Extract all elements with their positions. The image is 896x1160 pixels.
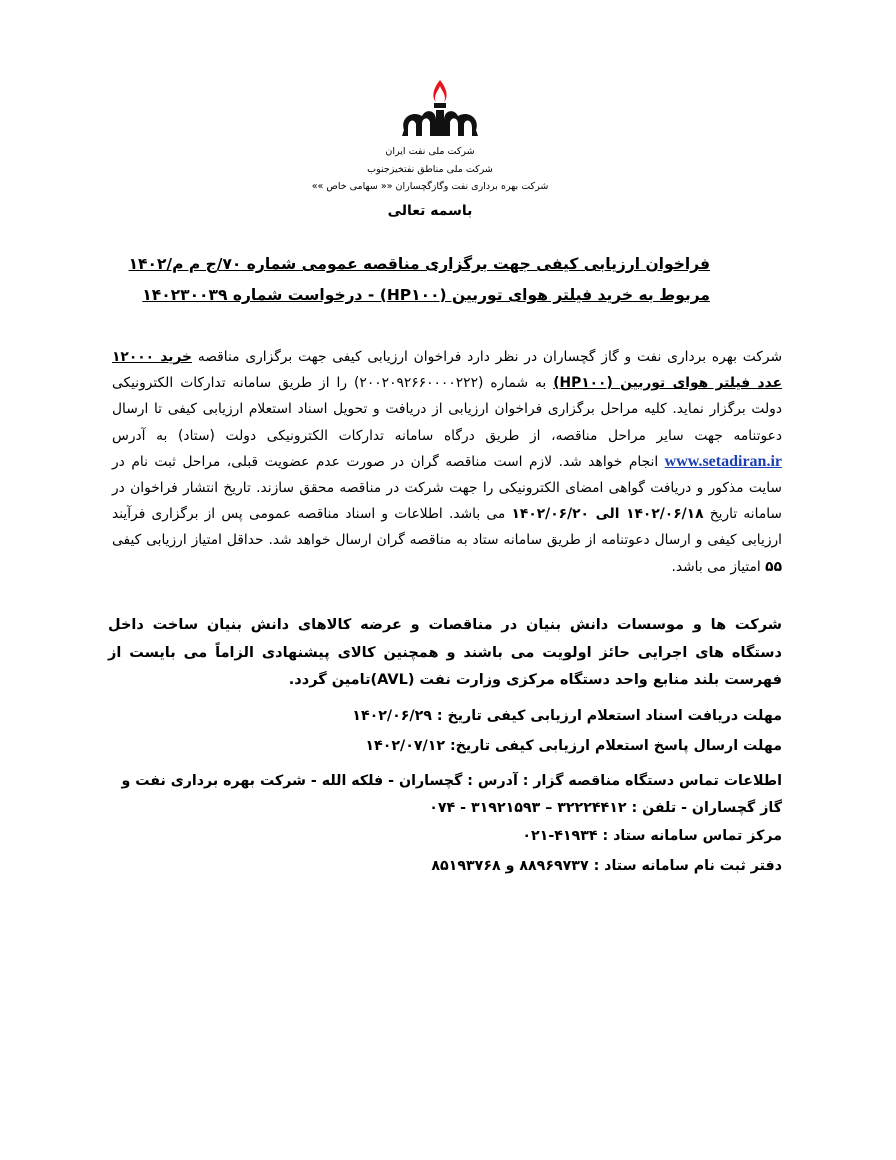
contact-info: اطلاعات تماس دستگاه مناقصه گزار : آدرس : گچساران - فلکه الله - شرکت بهره برداری نفت و گاز گچساران - تلفن : ۳۲۲۲۴۴۱۲ – ۳۱۹۲۱۵۹۳ - ۰۷۴ (121, 773, 782, 816)
publish-dates: ۱۴۰۲/۰۶/۱۸ الی ۱۴۰۲/۰۶/۲۰ (511, 506, 704, 523)
setad-call-center: مرکز تماس سامانه ستاد : ۴۱۹۳۴-۰۲۱ (522, 828, 782, 844)
para-text-mid: به شماره (۲۰۰۲۰۹۲۶۶۰۰۰۰۲۲۲) را از طریق سامانه تدارکات الکترونیکی دولت برگزار نماید. کلیه مراحل برگزاری فراخوان ارزیابی از دریافت و تحویل اسناد استعلام ارزیابی کیفی تا ارسال دعوتنامه جهت سایر مراحل مناقصه، از طریق درگاه سامانه تدارکات الکترونیکی دولت (ستاد) به آدرس (112, 375, 782, 444)
tender-subtitle: مربوط به خرید فیلتر هوای توربین (HP۱۰۰) - درخواست شماره ۱۴۰۲۳۰۰۳۹ (142, 286, 710, 304)
setad-registration-office: دفتر ثبت نام سامانه ستاد : ۸۸۹۶۹۷۳۷ و ۸۵۱۹۳۷۶۸ (431, 858, 782, 874)
para-text-after-link: انجام خواهد شد. لازم است مناقصه گران در صورت عدم عضویت قبلی، مراحل ثبت نام در سایت مذکور و دریافت گواهی امضای الکترونیکی را جهت شرکت در مناقصه محقق سازند. تاریخ انتشار فراخوان در سامانه تاریخ (112, 453, 782, 523)
deadline-receive: مهلت دریافت اسناد استعلام ارزیابی کیفی تاریخ : ۱۴۰۲/۰۶/۲۹ (352, 708, 782, 724)
tender-item: خرید ۱۲۰۰۰ عدد فیلتر هوای توربین (HP۱۰۰) (112, 349, 782, 392)
para-text-after-dates: می باشد. اطلاعات و اسناد مناقصه عمومی پس از برگزاری فرآیند ارزیابی کیفی و ارسال دعوتنامه از طریق سامانه ستاد به مناقصه گران ارسال خواهد شد. حداقل امتیاز ارزیابی کیفی (112, 506, 782, 549)
para-text-start: شرکت بهره برداری نفت و گاز گچساران در نظر دارد فراخوان ارزیابی کیفی جهت برگزاری مناقصه (192, 349, 782, 365)
org-name-nioc: شرکت ملی نفت ایران (385, 146, 475, 157)
deadline-send: مهلت ارسال پاسخ استعلام ارزیابی کیفی تاریخ: ۱۴۰۲/۰۷/۱۲ (365, 738, 782, 754)
para-text-end: امتیاز می باشد. (671, 558, 766, 575)
knowledge-based-paragraph: شرکت ها و موسسات دانش بنیان در مناقصات و عرضه کالاهای دانش بنیان ساخت داخل دستگاه های اجرایی حائز اولویت می باشند و همچنین کالای پیشنهادی الزاماً می بایست از فهرست بلند منابع واحد دستگاه مرکزی وزارت نفت (AVL)تامین گردد. (108, 617, 782, 688)
basmala-heading: باسمه تعالی (387, 203, 473, 219)
tender-title: فراخوان ارزیابی کیفی جهت برگزاری مناقصه عمومی شماره ۷۰/ج م م/۱۴۰۲ (128, 255, 710, 273)
min-score: ۵۵ (765, 558, 782, 575)
setadiran-link[interactable]: www.setadiran.ir (664, 452, 782, 470)
org-name-nisoc: شرکت ملی مناطق نفتخیزجنوب (367, 164, 493, 175)
nioc-logo-icon (392, 78, 488, 144)
org-name-gachsaran: شرکت بهره برداری نفت وگازگچساران «« سهامی خاص »» (311, 181, 549, 192)
announcement-paragraph (112, 344, 782, 580)
